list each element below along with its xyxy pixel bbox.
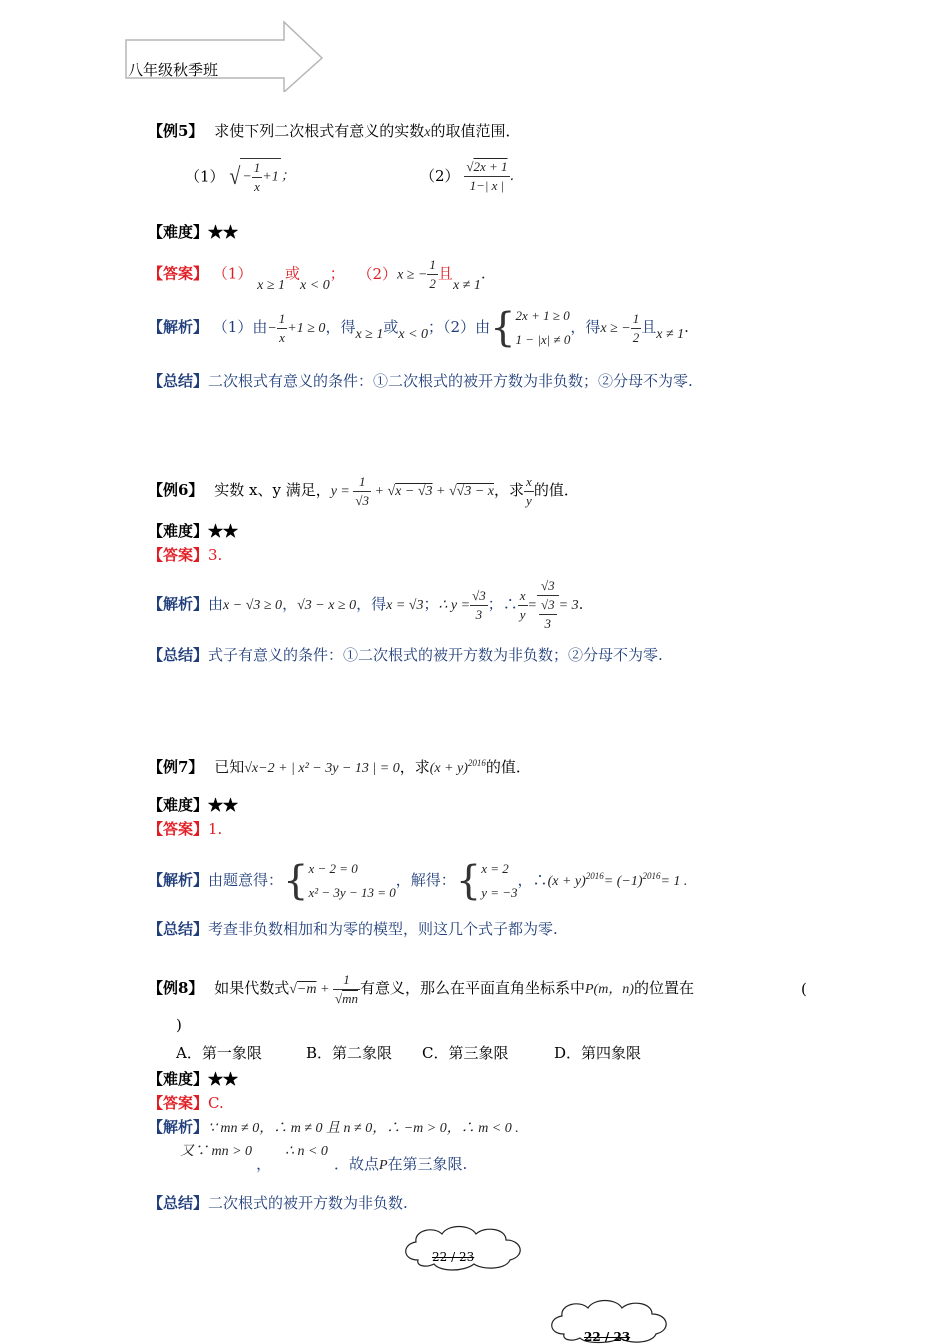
ex6-summary-label: 【总结】: [148, 646, 209, 664]
ex5-analysis-get2: ，得: [570, 318, 601, 336]
ex6-analysis-pre: 由: [208, 595, 224, 613]
ex7-difficulty: [148, 794, 238, 815]
footer-page-number-2: 22 / 23: [584, 1330, 631, 1344]
ex7-analysis-res: ，∴: [517, 871, 548, 889]
ex6-question-tail: ，求: [494, 481, 525, 499]
ex6-analysis-get: ，得: [356, 595, 387, 613]
ex7-analysis-solution: x = 2 y = −3: [481, 861, 518, 900]
ex7-analysis-brace2: {: [455, 858, 482, 904]
ex5-answer-c: x ≥ −: [397, 267, 428, 283]
ex5-answer-d: x ≠ 1: [452, 277, 481, 293]
ex8-summary: [148, 1192, 408, 1213]
ex8-question-tail: 有意义，那么在平面直角坐标系中: [359, 979, 585, 997]
ex7-answer-value: 1.: [208, 820, 223, 838]
ex7-question-end: 的值．: [485, 758, 531, 776]
ex5-difficulty-label: 【难度】: [148, 223, 209, 241]
ex5-label: 【例5】: [148, 122, 204, 140]
ex8-difficulty-label: 【难度】: [148, 1070, 209, 1088]
ex6-analysis-c1: x − √3 ≥ 0: [223, 598, 283, 613]
ex5-summary-label: 【总结】: [148, 372, 209, 390]
ex5-analysis: 【解析】 （1）由− $\frac{1}{x}$ +1 ≥ 0，得x ≥ 1或x < 0；（2）由{ 2x + 1 ≥ 0 1 − |x| ≠ 0 ，得x ≥ − $\frac{1}{2}$ 且x ≠ 1.: [148, 305, 689, 351]
ex8-label: 【例8】: [148, 979, 204, 997]
ex5-part1-expr: √ − $\frac{1}{x}$ +1 ；: [229, 160, 295, 194]
ex7-expr2: (x + y): [429, 761, 468, 776]
ex5-part1: [185, 158, 295, 196]
ex7-label: 【例7】: [148, 758, 204, 776]
ex8-analysis-line2: [180, 1140, 468, 1173]
ex6-label: 【例6】: [148, 481, 204, 499]
ex8-point: P(m，n): [584, 982, 634, 997]
ex7-analysis-brace1: {: [283, 858, 309, 904]
ex7-question: [148, 756, 531, 777]
ex6-xy-frac: $\frac{x}{y}$: [526, 473, 532, 508]
footer-page-number-1: 22 / 23: [432, 1250, 475, 1264]
ex7-analysis-pre: 由题意得：: [208, 871, 284, 889]
ex5-stars: ★★: [208, 223, 239, 241]
ex7-question-text: 已知: [214, 758, 245, 776]
ex5-answer-p2: （2）: [357, 264, 398, 283]
ex5-question: [148, 120, 520, 141]
ex7-res-exp1: 2016: [585, 871, 604, 881]
ex6-question: [148, 468, 579, 514]
ex8-option-a: A．第一象限: [176, 1044, 262, 1062]
ex5-answer-b: x < 0: [300, 277, 330, 293]
ex7-analysis: [148, 848, 687, 910]
ex8-analysis-2b: ，: [256, 1155, 272, 1173]
ex7-res-exp2: 2016: [642, 871, 661, 881]
ex6-analysis-x: x = √3: [386, 598, 424, 613]
ex5-part1-label: （1）: [185, 167, 225, 186]
ex7-summary-label: 【总结】: [148, 920, 209, 938]
ex6-analysis-c2: √3 − x ≥ 0: [297, 598, 357, 613]
ex8-difficulty: [148, 1068, 238, 1089]
ex7-summary-text: 考查非负数相加和为零的模型，则这几个式子都为零.: [208, 920, 558, 938]
ex7-summary: [148, 918, 558, 939]
ex8-summary-label: 【总结】: [148, 1194, 209, 1212]
header-arrow-banner: [124, 20, 326, 92]
ex8-option-c: C．第三象限: [422, 1044, 509, 1062]
ex5-answer-and: 且: [437, 264, 453, 283]
ex6-question-text: 实数 x、y 满足，: [214, 481, 331, 499]
ex7-analysis-label: 【解析】: [148, 871, 209, 889]
ex5-answer-p1: （1）: [212, 264, 253, 283]
ex6-difficulty: [148, 520, 238, 541]
ex5-analysis-brace: {: [490, 305, 516, 351]
ex6-expr: y = $\frac{1}{√3}$ + √x − √3 + √√3 − x: [330, 474, 495, 509]
ex7-res-expr: (x + y): [547, 874, 586, 889]
ex7-stars: ★★: [208, 796, 239, 814]
ex5-analysis-c: x ≥ −: [600, 321, 631, 336]
ex6-question-end: 的值．: [533, 481, 579, 499]
ex8-paren-close: ): [176, 1016, 182, 1034]
ex6-analysis-complex: $\frac{√3}{\frac{√3}{3}}$: [537, 577, 559, 633]
ex8-stars: ★★: [208, 1070, 239, 1088]
ex8-analysis-p: P: [378, 1158, 388, 1173]
ex8-analysis: [148, 1116, 519, 1137]
ex8-expr: √−m + $\frac{1}{√mn}$: [289, 972, 358, 1007]
ex7-expr: √x−2 + | x² − 3y − 13 | = 0: [244, 761, 400, 776]
ex8-analysis-2a: 又∵ mn > 0: [180, 1144, 253, 1159]
ex5-summary: [148, 370, 693, 391]
ex7-analysis-system: x − 2 = 0 x² − 3y − 13 = 0: [308, 861, 396, 900]
ex8-question-end: 的位置在: [633, 979, 694, 997]
ex6-analysis-res: ∴: [502, 595, 518, 613]
ex5-answer: 【答案】 （1） x ≥ 1或x < 0； （2）x ≥ − $\frac{1}{2}$ 且x ≠ 1.: [148, 257, 486, 293]
ex5-analysis-1: （1）由: [212, 318, 268, 336]
ex6-analysis-xy: $\frac{x}{y}$: [519, 587, 526, 622]
footer-cloud-1: [398, 1222, 530, 1272]
ex8-answer-label: 【答案】: [148, 1094, 209, 1112]
ex8-analysis-2c: ∴ n < 0: [285, 1144, 328, 1159]
ex8-answer-value: C.: [208, 1094, 224, 1112]
ex5-summary-text: 二次根式有意义的条件：①二次根式的被开方数为非负数；②分母不为零.: [208, 372, 693, 390]
ex5-analysis-or: 或: [383, 318, 399, 336]
ex8-analysis-2e: 在第三象限.: [387, 1155, 468, 1173]
ex8-options: [176, 1042, 641, 1063]
ex6-answer: [148, 544, 222, 565]
ex5-part2: [420, 158, 524, 195]
ex6-answer-label: 【答案】: [148, 546, 209, 564]
ex8-analysis-2d: ．故点: [333, 1155, 379, 1173]
ex5-answer-label: 【答案】: [148, 264, 209, 283]
ex6-analysis-y: ∴ y =: [438, 598, 471, 613]
ex6-answer-value: 3.: [208, 546, 223, 564]
ex5-answer-a: x ≥ 1: [257, 277, 286, 293]
ex5-question-text: 求使下列二次根式有意义的实数: [214, 122, 425, 140]
ex5-part2-label: （2）: [420, 167, 460, 186]
ex5-analysis-2: ；（2）由: [428, 318, 491, 336]
ex8-option-d: D．第四象限: [554, 1044, 642, 1062]
ex8-analysis-label: 【解析】: [148, 1118, 209, 1136]
ex5-analysis-b: x < 0: [398, 327, 429, 342]
ex5-analysis-frac: $\frac{1}{2}$: [632, 310, 640, 345]
ex7-res-end: = 1 .: [660, 874, 688, 889]
ex5-answer-or: 或: [285, 264, 301, 283]
ex6-summary: [148, 644, 663, 665]
ex7-analysis-sol: ，解得：: [395, 871, 456, 889]
ex8-question-text: 如果代数式: [214, 979, 290, 997]
ex5-var: x: [424, 125, 431, 140]
ex6-difficulty-label: 【难度】: [148, 522, 209, 540]
ex5-analysis-a: x ≥ 1: [355, 327, 384, 342]
ex6-analysis-label: 【解析】: [148, 595, 209, 613]
ex7-answer: [148, 818, 222, 839]
ex5-analysis-label: 【解析】: [148, 318, 209, 336]
ex7-difficulty-label: 【难度】: [148, 796, 209, 814]
ex5-analysis-and: 且: [641, 318, 657, 336]
ex5-difficulty: [148, 221, 238, 242]
ex7-answer-label: 【答案】: [148, 820, 209, 838]
ex6-analysis-eq: = 3: [558, 598, 579, 613]
ex8-paren-open: (: [801, 980, 807, 998]
ex6-analysis: 【解析】由x − √3 ≥ 0，√3 − x ≥ 0，得x = √3；∴ y = $\frac{√3}{3}$ ；∴ $\frac{x}{y}$ = $\frac{√3}{\frac{√3}{3}}$ = 3.: [148, 578, 584, 631]
ex5-answer-sep: ；: [329, 264, 345, 283]
ex5-question-tail: 的取值范围．: [430, 122, 521, 140]
ex5-analysis-system: 2x + 1 ≥ 0 1 − |x| ≠ 0: [515, 308, 571, 347]
ex5-analysis-d: x ≠ 1: [656, 327, 685, 342]
ex7-exp: 2016: [467, 758, 486, 768]
ex6-summary-text: 式子有意义的条件：①二次根式的被开方数为非负数；②分母不为零.: [208, 646, 663, 664]
ex7-res-eq: = (−1): [603, 874, 643, 889]
ex6-analysis-yfrac: $\frac{√3}{3}$: [472, 587, 486, 622]
ex8-summary-text: 二次根式的被开方数为非负数.: [208, 1194, 408, 1212]
ex5-part2-expr: $\frac{√2x + 1}{1-| x |}$ ．: [466, 159, 524, 193]
ex8-option-b: B．第二象限: [306, 1044, 393, 1062]
ex5-analysis-expr: − $\frac{1}{x}$ +1 ≥ 0: [267, 311, 326, 346]
ex8-answer: [148, 1092, 224, 1113]
ex8-question: [148, 966, 694, 1012]
ex7-question-mid: ，求: [399, 758, 430, 776]
ex5-answer-frac: $\frac{1}{2}$: [429, 257, 436, 291]
ex8-analysis-1: ∵ mn ≠ 0，∴ m ≠ 0 且 n ≠ 0，∴ −m > 0，∴ m < 0 .: [208, 1121, 519, 1136]
ex5-analysis-get: ，得: [325, 318, 356, 336]
header-title: 八年级秋季班: [128, 61, 219, 79]
ex6-stars: ★★: [208, 522, 239, 540]
